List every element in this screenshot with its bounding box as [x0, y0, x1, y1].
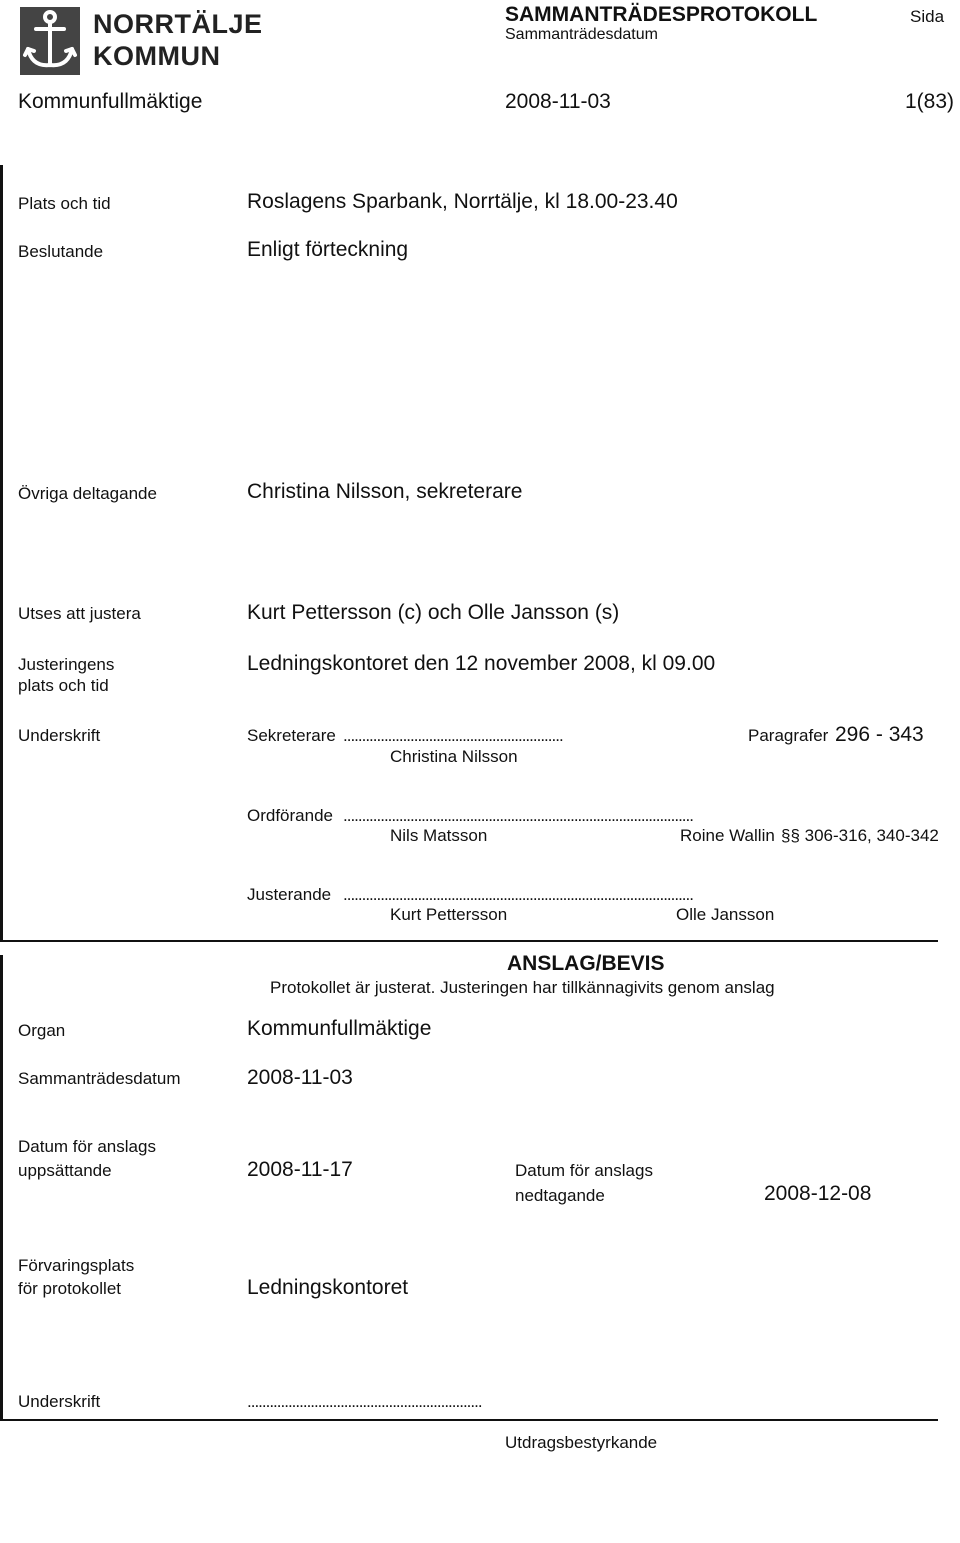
forvaringsplats-label-1: Förvaringsplats: [18, 1256, 135, 1275]
utses-value: Kurt Pettersson (c) och Olle Jansson (s): [247, 601, 620, 624]
logo-line-1: NORRTÄLJE: [93, 9, 263, 39]
document-subtitle: Sammanträdesdatum: [505, 26, 658, 43]
nedtagande-value: 2008-12-08: [764, 1182, 872, 1205]
justering-label-2: plats och tid: [18, 676, 109, 695]
justerande-signature-line: ..............................................................................................: [343, 885, 693, 904]
organ-value: Kommunfullmäktige: [247, 1017, 432, 1040]
meeting-date: 2008-11-03: [505, 90, 611, 113]
justerande-name-2: Olle Jansson: [676, 905, 775, 924]
justering-label-1: Justeringens: [18, 655, 115, 674]
logo-line-2: KOMMUN: [93, 41, 221, 71]
left-rule-bottom: [0, 955, 3, 1420]
uppsattande-value: 2008-11-17: [247, 1158, 353, 1181]
forvaringsplats-value: Ledningskontoret: [247, 1276, 409, 1299]
anslag-underskrift-label: Underskrift: [18, 1392, 101, 1411]
sekreterare-label: Sekreterare: [247, 726, 336, 745]
paragrafer-label: Paragrafer: [748, 726, 829, 745]
uppsattande-label-2: uppsättande: [18, 1161, 112, 1180]
utses-label: Utses att justera: [18, 604, 141, 623]
nedtagande-label-2: nedtagande: [515, 1186, 605, 1205]
ordforande-paragraphs: §§ 306-316, 340-342: [781, 826, 939, 845]
sammantradesdatum-value: 2008-11-03: [247, 1066, 353, 1089]
document-title: SAMMANTRÄDESPROTOKOLL: [505, 3, 818, 26]
sekreterare-signature-line: ...........................................................: [343, 726, 563, 745]
anslag-title: ANSLAG/BEVIS: [507, 952, 665, 975]
ovriga-label: Övriga deltagande: [18, 484, 157, 503]
sekreterare-name: Christina Nilsson: [390, 747, 518, 766]
justerande-label: Justerande: [247, 885, 332, 904]
forvaringsplats-label-2: för protokollet: [18, 1279, 121, 1298]
plats-value: Roslagens Sparbank, Norrtälje, kl 18.00-23.40: [247, 190, 678, 213]
body-name: Kommunfullmäktige: [18, 90, 203, 113]
plats-label: Plats och tid: [18, 194, 111, 213]
justerande-name-1: Kurt Pettersson: [390, 905, 508, 924]
ordforande-name-2: Roine Wallin: [680, 826, 775, 845]
organ-label: Organ: [18, 1021, 66, 1040]
beslutande-label: Beslutande: [18, 242, 104, 261]
anslag-signature-line: ...............................................................: [247, 1392, 482, 1411]
anslag-text: Protokollet är justerat. Justeringen har tillkännagivits genom anslag: [270, 978, 775, 997]
ordforande-signature-line: ..............................................................................................: [343, 806, 693, 825]
sammantradesdatum-label: Sammanträdesdatum: [18, 1069, 181, 1088]
municipality-logo: [18, 5, 263, 77]
page-label: Sida: [910, 7, 945, 26]
nedtagande-label-1: Datum för anslags: [515, 1161, 653, 1180]
ovriga-value: Christina Nilsson, sekreterare: [247, 480, 523, 503]
justering-value: Ledningskontoret den 12 november 2008, kl 09.00: [247, 652, 716, 675]
anchor-icon: [18, 5, 82, 77]
ordforande-name: Nils Matsson: [390, 826, 488, 845]
utdragsbestyrkande-label: Utdragsbestyrkande: [505, 1433, 658, 1452]
beslutande-value: Enligt förteckning: [247, 238, 409, 261]
page-number: 1(83): [905, 90, 955, 113]
uppsattande-label-1: Datum för anslags: [18, 1137, 156, 1156]
ordforande-label: Ordförande: [247, 806, 333, 825]
left-rule-top: [0, 165, 3, 940]
paragrafer-value: 296 - 343: [835, 723, 924, 746]
bottom-divider: [0, 1419, 938, 1421]
section-divider: [0, 940, 938, 942]
underskrift-label: Underskrift: [18, 726, 101, 745]
